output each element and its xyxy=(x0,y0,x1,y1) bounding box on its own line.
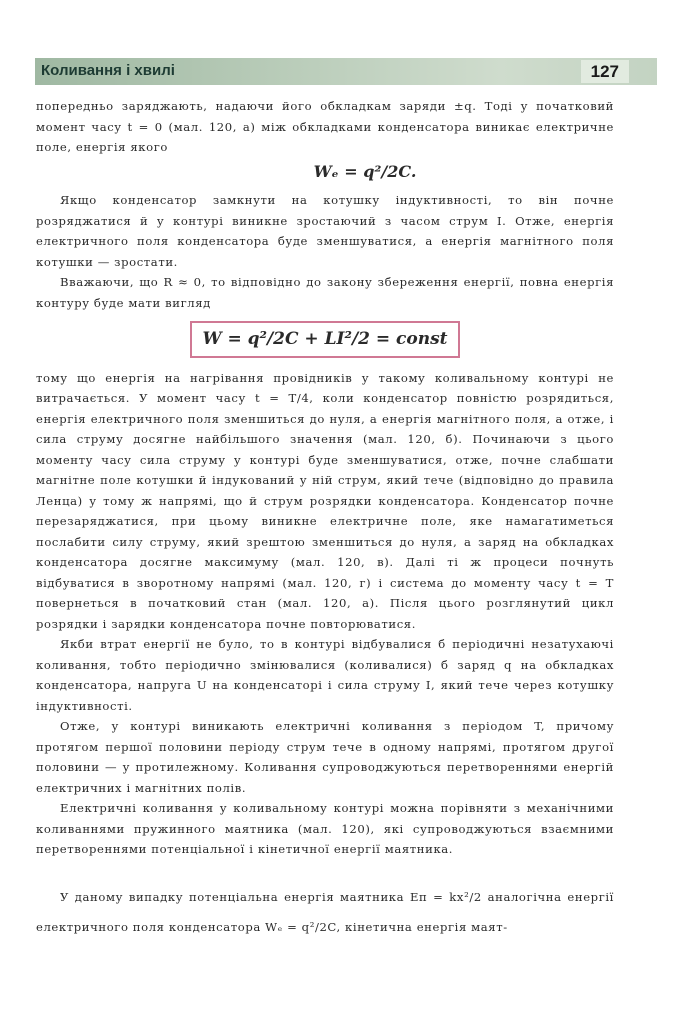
paragraph-1: попередньо заряджають, надаючи його обкладкам заряди ±q. Тоді у початковий момент часу t = 0 (мал. 120, а) між обкладками конденсатора виникає електричне поле, енергія якого xyxy=(36,99,614,154)
paragraph-3: Вважаючи, що R ≈ 0, то відповідно до закону збереження енергії, повна енергія контуру буде мати вигляд xyxy=(36,275,614,310)
paragraph-7: Електричні коливання у коливальному контурі можна порівняти з механічними коливаннями пружинного маятника (мал. 120), які супроводжуються взаємними перетвореннями потенціальної і кінетичної енергії маятника. xyxy=(36,801,614,856)
page-number: 127 xyxy=(581,60,629,83)
paragraph-2: Якщо конденсатор замкнути на котушку індуктивності, то він почне розряджатися й у контурі виникне зростаючий з часом струм I. Отже, енергія електричного поля конденсатора буде зменшуватися, а енергія магнітного поля котушки — зростати. xyxy=(36,193,614,269)
section-title: Коливання і хвилі xyxy=(41,62,175,79)
formula-total-energy: W = q²/2C + LI²/2 = const xyxy=(190,321,459,358)
paragraph-5: Якби втрат енергії не було, то в контурі відбувалися б періодичні незатухаючі коливання, тобто періодично змінювалися (коливалися) б заряд q на обкладках конденсатора, напруга U на конденсаторі і сила струму I, який тече через котушку індуктивності. xyxy=(36,637,614,713)
paragraph-4: тому що енергія на нагрівання провідників у такому коливальному контурі не витрачається. У момент часу t = T/4, коли конденсатор повністю розрядиться, енергія електричного поля зменшиться до нуля, а енергія магнітного поля, а отже, і сила струму досягне найбільшого значення (мал. 120, б). Починаючи з цього моменту часу сила струму у контурі буде зменшуватися, отже, почне слабшати магнітне поле котушки й індукований у ній струм, який тече (відповідно до правила Ленца) у тому ж напрямі, що й струм розрядки конденсатора. Конденсатор почне перезаряджатися, при цьому виникне електричне поле, яке намагатиметься послабити силу струму, який зрештою зменшиться до нуля, а заряд на обкладках конденсатора досягне максимуму (мал. 120, в). Далі ті ж процеси почнуть відбуватися в зворотному напрямі (мал. 120, г) і система до моменту часу t = T повернеться в початковий стан (мал. 120, а). Після цього розглянутий цикл розрядки і зарядки конденсатора почне повторюватися. xyxy=(36,370,614,631)
page-body xyxy=(36,96,614,942)
formula-electric-energy: Wₑ = q²/2C. xyxy=(313,161,417,181)
running-header xyxy=(35,58,657,85)
paragraph-8: У даному випадку потенціальна енергія маятника Eп = kx²/2 аналогічна енергії електричного поля конденсатора Wₑ = q²/2C, кінетична енергія маят- xyxy=(36,889,614,934)
paragraph-6: Отже, у контурі виникають електричні коливання з періодом T, причому протягом першої половини періоду струм тече в одному напрямі, протягом другої половини — у протилежному. Коливання супроводжуються перетвореннями енергій електричних і магнітних полів. xyxy=(36,719,614,795)
